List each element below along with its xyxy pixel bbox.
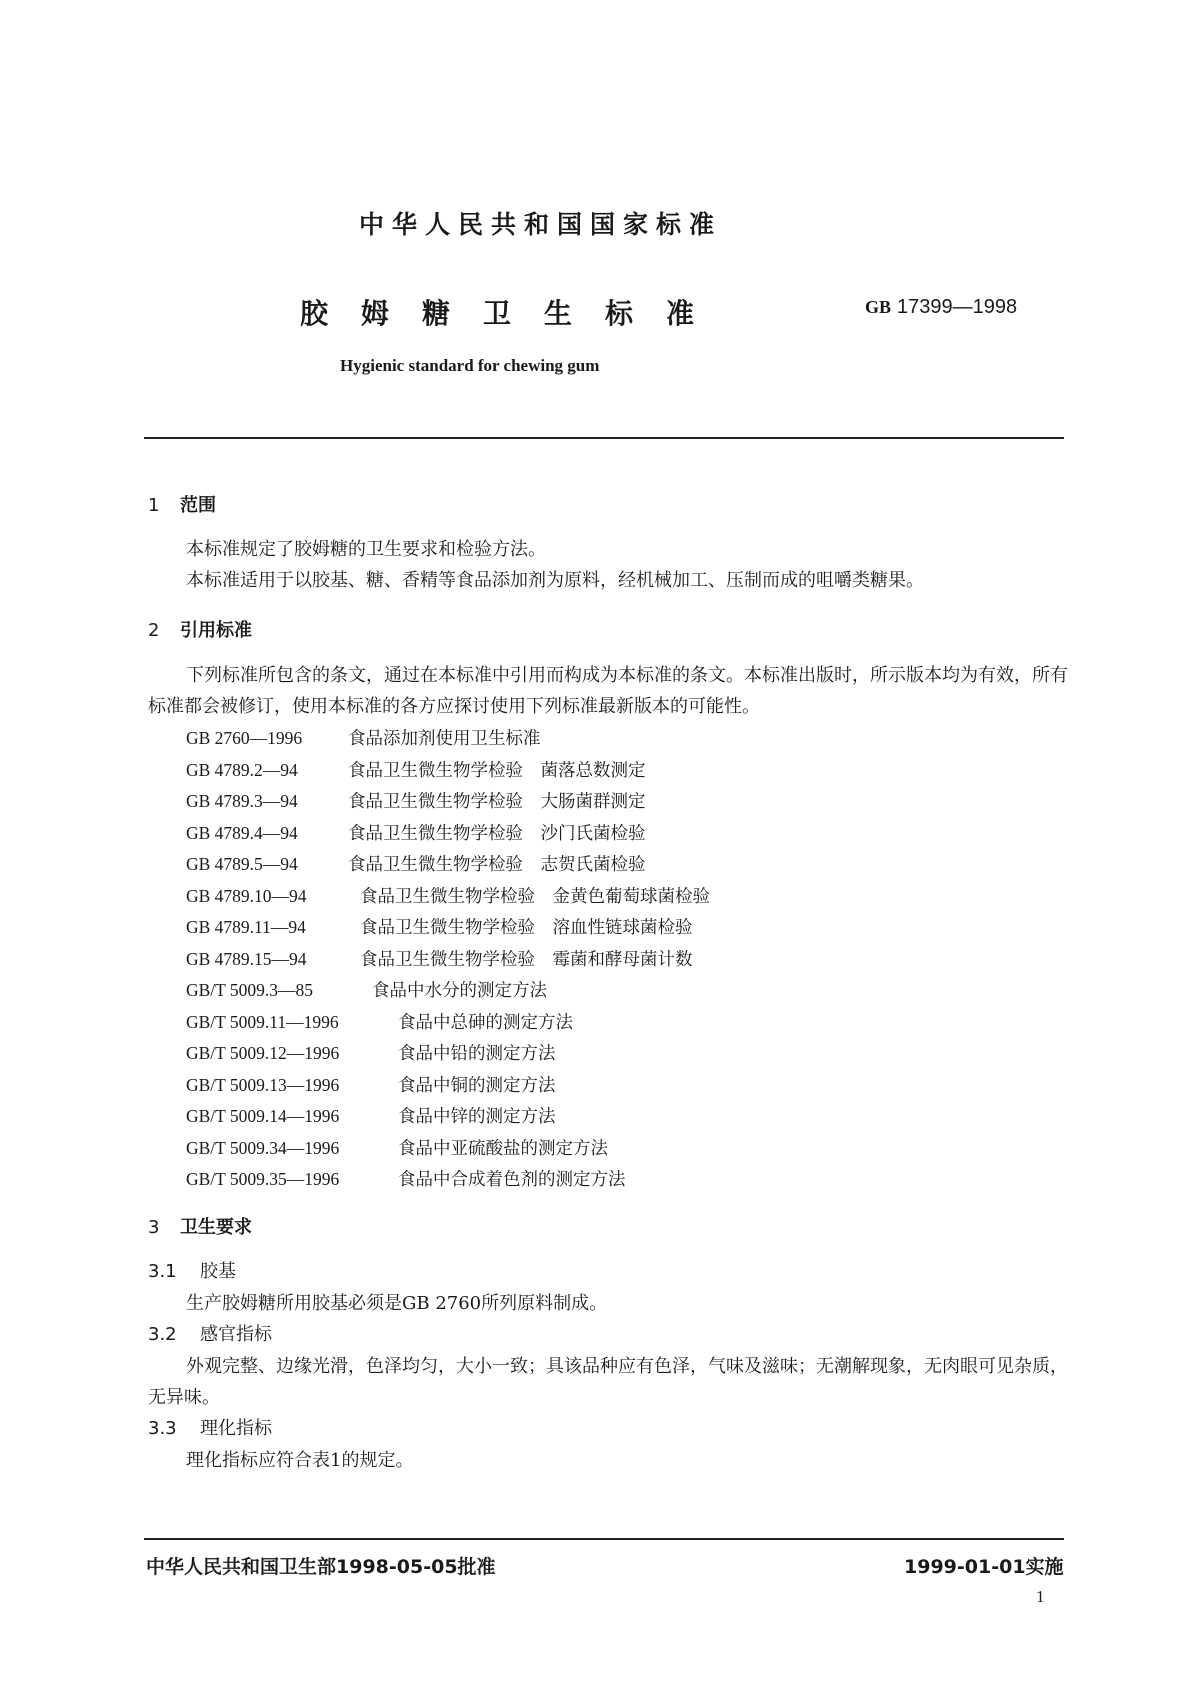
section-title: 引用标准 <box>180 620 252 641</box>
section-2-intro: 下列标准所包含的条文，通过在本标准中引用而构成为本标准的条文。本标准出版时，所示版本均为有效，所有标准都会被修订，使用本标准的各方应探讨使用下列标准最新版本的可能性。 <box>148 665 1068 717</box>
reference-title: 食品卫生微生物学检验 霉菌和酵母菌计数 <box>360 949 693 970</box>
reference-code: GB/T 5009.35—1996 <box>186 1169 340 1189</box>
reference-item <box>186 1038 710 1070</box>
reference-item <box>186 1164 710 1196</box>
standard-number <box>865 296 1017 319</box>
section-2-heading <box>148 616 252 642</box>
reference-item <box>186 723 710 755</box>
reference-item <box>186 755 710 787</box>
standard-prefix: GB <box>865 297 892 317</box>
reference-code: GB 4789.15—94 <box>186 948 307 969</box>
standard-code: 17399—1998 <box>897 296 1018 318</box>
reference-item <box>186 1070 710 1102</box>
issuing-body-heading: 中华人民共和国国家标准 <box>358 210 722 239</box>
reference-code: GB 4789.11—94 <box>186 917 306 937</box>
reference-code: GB 4789.4—94 <box>186 822 298 843</box>
subsection-3-1-text: 生产胶姆糖所用胶基必须是GB 2760所列原料制成。 <box>186 1293 608 1314</box>
subsection-number: 3.2 <box>148 1324 177 1345</box>
section-1-heading <box>148 491 216 517</box>
reference-code: GB/T 5009.34—1996 <box>186 1137 340 1158</box>
section-title: 卫生要求 <box>180 1217 252 1238</box>
subsection-title: 胶基 <box>200 1261 236 1282</box>
reference-code: GB 4789.10—94 <box>186 885 307 906</box>
reference-item <box>186 1101 710 1133</box>
reference-code: GB/T 5009.12—1996 <box>186 1043 340 1063</box>
subsection-title: 感官指标 <box>200 1324 272 1345</box>
reference-code: GB/T 5009.14—1996 <box>186 1106 340 1126</box>
reference-title: 食品中亚硫酸盐的测定方法 <box>398 1138 608 1159</box>
reference-item <box>186 818 710 850</box>
subsection-number: 3.3 <box>148 1418 177 1439</box>
reference-title: 食品卫生微生物学检验 菌落总数测定 <box>348 760 646 781</box>
section-number: 1 <box>148 495 160 516</box>
implementation-date: 1999-01-01实施 <box>904 1556 1064 1578</box>
reference-title: 食品卫生微生物学检验 金黄色葡萄球菌检验 <box>360 886 710 907</box>
subsection-3-3-text: 理化指标应符合表1的规定。 <box>186 1450 414 1471</box>
footer-divider <box>144 1538 1064 1540</box>
reference-code: GB 4789.2—94 <box>186 759 298 780</box>
page-number: 1 <box>1036 1587 1045 1606</box>
reference-title: 食品中铅的测定方法 <box>398 1044 556 1064</box>
section-number: 2 <box>148 620 160 641</box>
reference-item <box>186 849 710 881</box>
header-divider <box>144 437 1064 439</box>
section-3-heading <box>148 1213 252 1239</box>
section-number: 3 <box>148 1217 160 1238</box>
reference-item <box>186 881 710 913</box>
reference-code: GB 4789.3—94 <box>186 791 298 811</box>
section-title: 范围 <box>180 495 216 516</box>
reference-item <box>186 975 710 1007</box>
reference-item <box>186 1133 710 1165</box>
subsection-title: 理化指标 <box>200 1418 272 1439</box>
approval-line: 中华人民共和国卫生部1998-05-05批准 <box>146 1556 496 1578</box>
reference-title: 食品卫生微生物学检验 志贺氏菌检验 <box>348 855 646 875</box>
reference-title: 食品卫生微生物学检验 沙门氏菌检验 <box>348 823 646 844</box>
reference-title: 食品中铜的测定方法 <box>398 1075 556 1096</box>
english-title: Hygienic standard for chewing gum <box>340 356 600 375</box>
reference-title: 食品中总砷的测定方法 <box>398 1012 573 1033</box>
reference-title: 食品中合成着色剂的测定方法 <box>398 1170 626 1190</box>
section-1-paragraph: 本标准规定了胶姆糖的卫生要求和检验方法。 <box>186 539 546 560</box>
reference-item <box>186 912 710 944</box>
reference-item <box>186 1007 710 1039</box>
reference-title: 食品添加剂使用卫生标准 <box>348 729 541 749</box>
reference-title: 食品中水分的测定方法 <box>372 981 547 1001</box>
reference-code: GB/T 5009.11—1996 <box>186 1011 339 1032</box>
reference-item <box>186 786 710 818</box>
reference-title: 食品卫生微生物学检验 大肠菌群测定 <box>348 792 646 812</box>
document-title: 胶姆糖卫生标准 <box>300 297 728 330</box>
reference-title: 食品卫生微生物学检验 溶血性链球菌检验 <box>360 918 693 938</box>
reference-code: GB 2760—1996 <box>186 728 303 748</box>
subsection-3-1-heading <box>148 1257 236 1283</box>
subsection-3-2-text: 外观完整、边缘光滑，色泽均匀，大小一致；具该品种应有色泽，气味及滋味；无潮解现象，无肉眼可见杂质，无异味。 <box>148 1356 1068 1408</box>
subsection-3-2-heading <box>148 1320 272 1346</box>
subsection-3-3-heading <box>148 1414 272 1440</box>
section-1-paragraph: 本标准适用于以胶基、糖、香精等食品添加剂为原料，经机械加工、压制而成的咀嚼类糖果。 <box>186 570 924 591</box>
reference-code: GB/T 5009.3—85 <box>186 980 314 1000</box>
reference-item <box>186 944 710 976</box>
subsection-number: 3.1 <box>148 1261 177 1282</box>
reference-code: GB 4789.5—94 <box>186 854 298 874</box>
normative-references-list <box>186 723 710 1196</box>
reference-title: 食品中锌的测定方法 <box>398 1107 556 1127</box>
reference-code: GB/T 5009.13—1996 <box>186 1074 340 1095</box>
